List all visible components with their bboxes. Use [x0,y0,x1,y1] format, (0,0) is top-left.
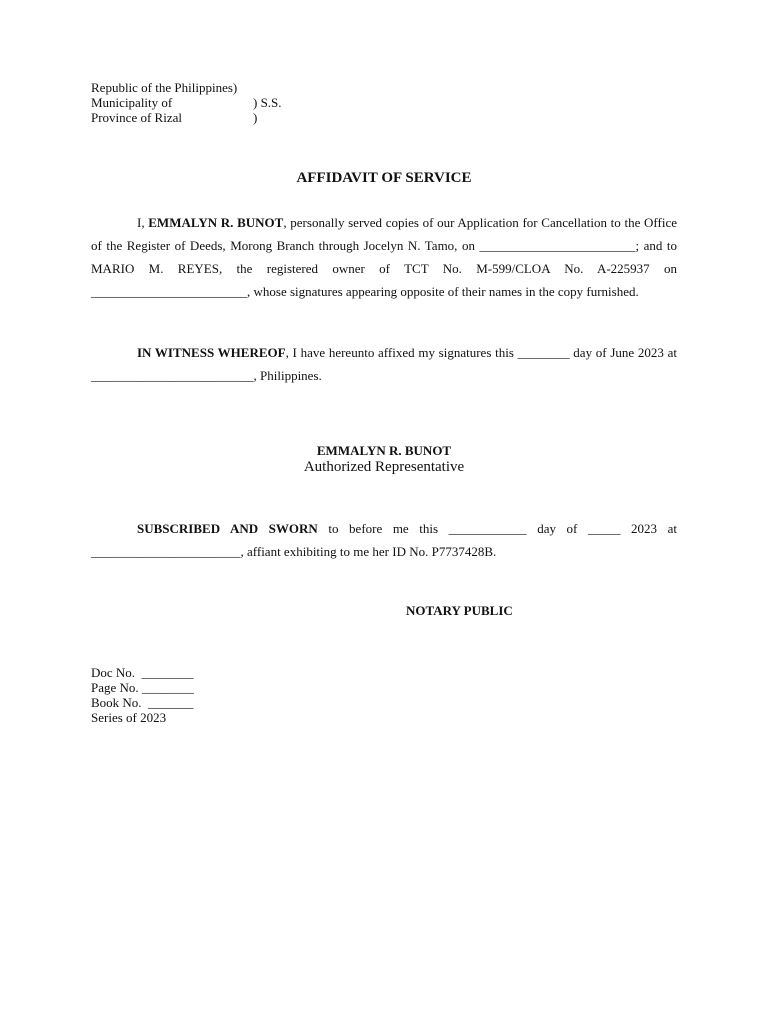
signatory-name: EMMALYN R. BUNOT [316,443,452,458]
paragraph-service-body: , personally served copies of our Application for Cancellation to the Office of the Register of Deeds, Morong Branch through Jocelyn N. Tamo, on ________________________; and to MARIO M. REYES, the registered owner of TCT No. M-599/CLOA No. A-225937 on ________________________, whose signatures appearing opposite of their names in the copy furnished. [91,215,677,299]
page-number-line: Page No. ________ [91,680,194,695]
venue-ss-marker: ) S.S. [253,95,282,110]
paragraph-witness-body: , I have hereunto affixed my signatures this ________ day of June 2023 at _________________________, Philippines. [91,345,677,383]
venue-country-text: Republic of the Philippines) [91,80,238,95]
venue-block [91,80,282,125]
witness-clause-heading: IN WITNESS WHEREOF [137,345,286,360]
venue-municipality [91,95,282,110]
paragraph-jurat-body: to before me this ____________ day of _____ 2023 at _______________________, affiant exhibiting to me her ID No. P7737428B. [91,521,677,559]
notary-public-label: NOTARY PUBLIC [406,603,513,618]
venue-province-label: Province of Rizal [91,110,182,125]
signatory-title: Authorized Representative [303,459,465,475]
paragraph-jurat [91,517,677,563]
paragraph-service-lead: I, [137,215,149,230]
book-number-line: Book No. _______ [91,695,194,710]
jurat-heading: SUBSCRIBED AND SWORN [137,521,318,536]
venue-municipality-label: Municipality of [91,95,173,110]
venue-province-paren: ) [253,110,258,125]
notarial-register-block [91,665,194,725]
paragraph-service [91,211,677,303]
document-title: AFFIDAVIT OF SERVICE [296,170,472,186]
paragraph-witness [91,341,677,387]
affiant-name-inline: EMMALYN R. BUNOT [148,215,284,230]
doc-number-line: Doc No. ________ [91,665,194,680]
series-line: Series of 2023 [91,710,167,725]
venue-province [91,110,258,125]
venue-country [91,80,237,95]
